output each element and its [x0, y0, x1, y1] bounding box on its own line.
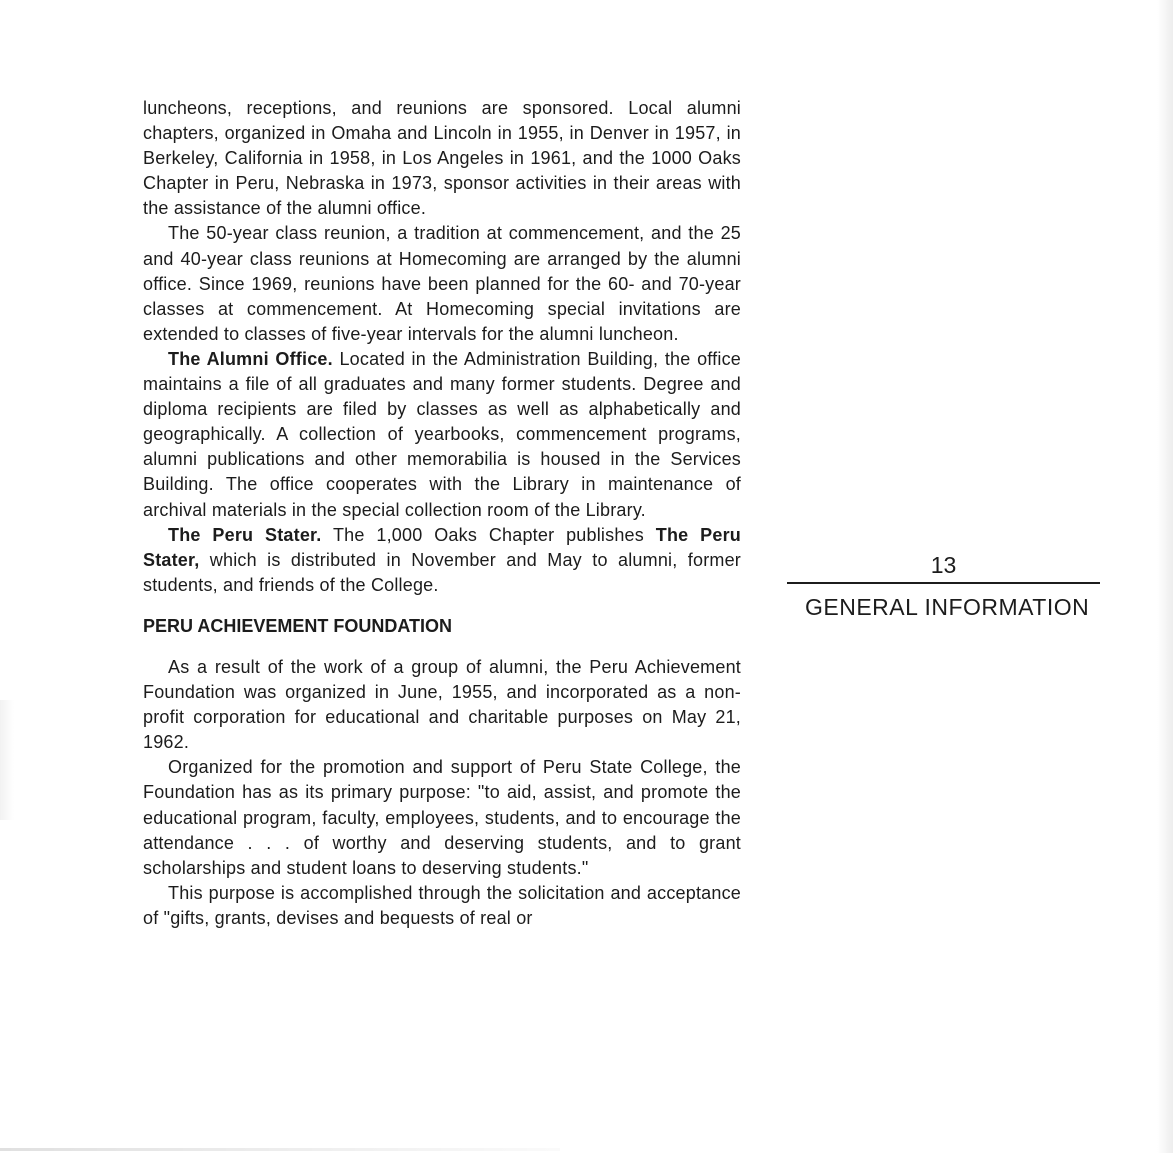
alumni-office-heading: The Alumni Office.	[168, 348, 333, 369]
paragraph-foundation-purpose: Organized for the promotion and support of Peru State College, the Foundation has as its primary purpose: "to aid, assist, and promote the educational program, faculty, employees, students, and to encourage the attendance . . . of worthy and deserving students, and to grant scholarships and student loans to deserving students."	[143, 757, 741, 878]
peru-stater-body-b: which is distributed in November and May to alumni, former students, and friends of the College.	[143, 549, 741, 595]
paragraph-peru-stater	[143, 523, 741, 598]
peru-stater-body-a: The 1,000 Oaks Chapter publishes	[321, 524, 656, 545]
section-heading-foundation: PERU ACHIEVEMENT FOUNDATION	[143, 615, 453, 636]
alumni-office-body: Located in the Administration Building, the office maintains a file of all graduates and many former students. Degree and diploma recipients are filed by classes as well as alphabetically and geographically. A collection of yearbooks, commencement programs, alumni publications and other memorabilia is housed in the Services Building. The office cooperates with the Library in maintenance of archival materials in the special collection room of the Library.	[143, 348, 741, 520]
divider	[787, 582, 1100, 584]
section-marker	[787, 550, 1100, 622]
paragraph-alumni-office	[143, 347, 741, 523]
chapter-title: GENERAL INFORMATION	[805, 594, 1090, 620]
page-edge-shadow-left	[0, 700, 14, 820]
main-text-column	[143, 96, 741, 931]
page-number: 13	[930, 552, 957, 578]
peru-stater-heading: The Peru Stater.	[168, 524, 322, 545]
bottom-edge	[0, 1148, 560, 1151]
peru-stater-title: The Peru Stater,	[143, 524, 741, 570]
paragraph-foundation-solicitation: This purpose is accomplished through the solicitation and acceptance of "gifts, grants, devises and bequests of real or	[143, 882, 741, 928]
paragraph-class-reunions: The 50-year class reunion, a tradition at commencement, and the 25 and 40-year class reunions at Homecoming are arranged by the alumni office. Since 1969, reunions have been planned for the 60- and 70-year classes at commencement. At Homecoming special invitations are extended to classes of five-year intervals for the alumni luncheon.	[143, 223, 741, 344]
page-edge-shadow	[1157, 0, 1173, 1153]
paragraph-foundation-origin: As a result of the work of a group of alumni, the Peru Achievement Foundation was organized in June, 1955, and incorporated as a non-profit corporation for educational and charitable purposes on May 21, 1962.	[143, 656, 741, 753]
paragraph-alumni-chapters: luncheons, receptions, and reunions are sponsored. Local alumni chapters, organized in Omaha and Lincoln in 1955, in Denver in 1957, in Berkeley, California in 1958, in Los Angeles in 1961, and the 1000 Oaks Chapter in Peru, Nebraska in 1973, sponsor activities in their areas with the assistance of the alumni office.	[143, 98, 741, 219]
